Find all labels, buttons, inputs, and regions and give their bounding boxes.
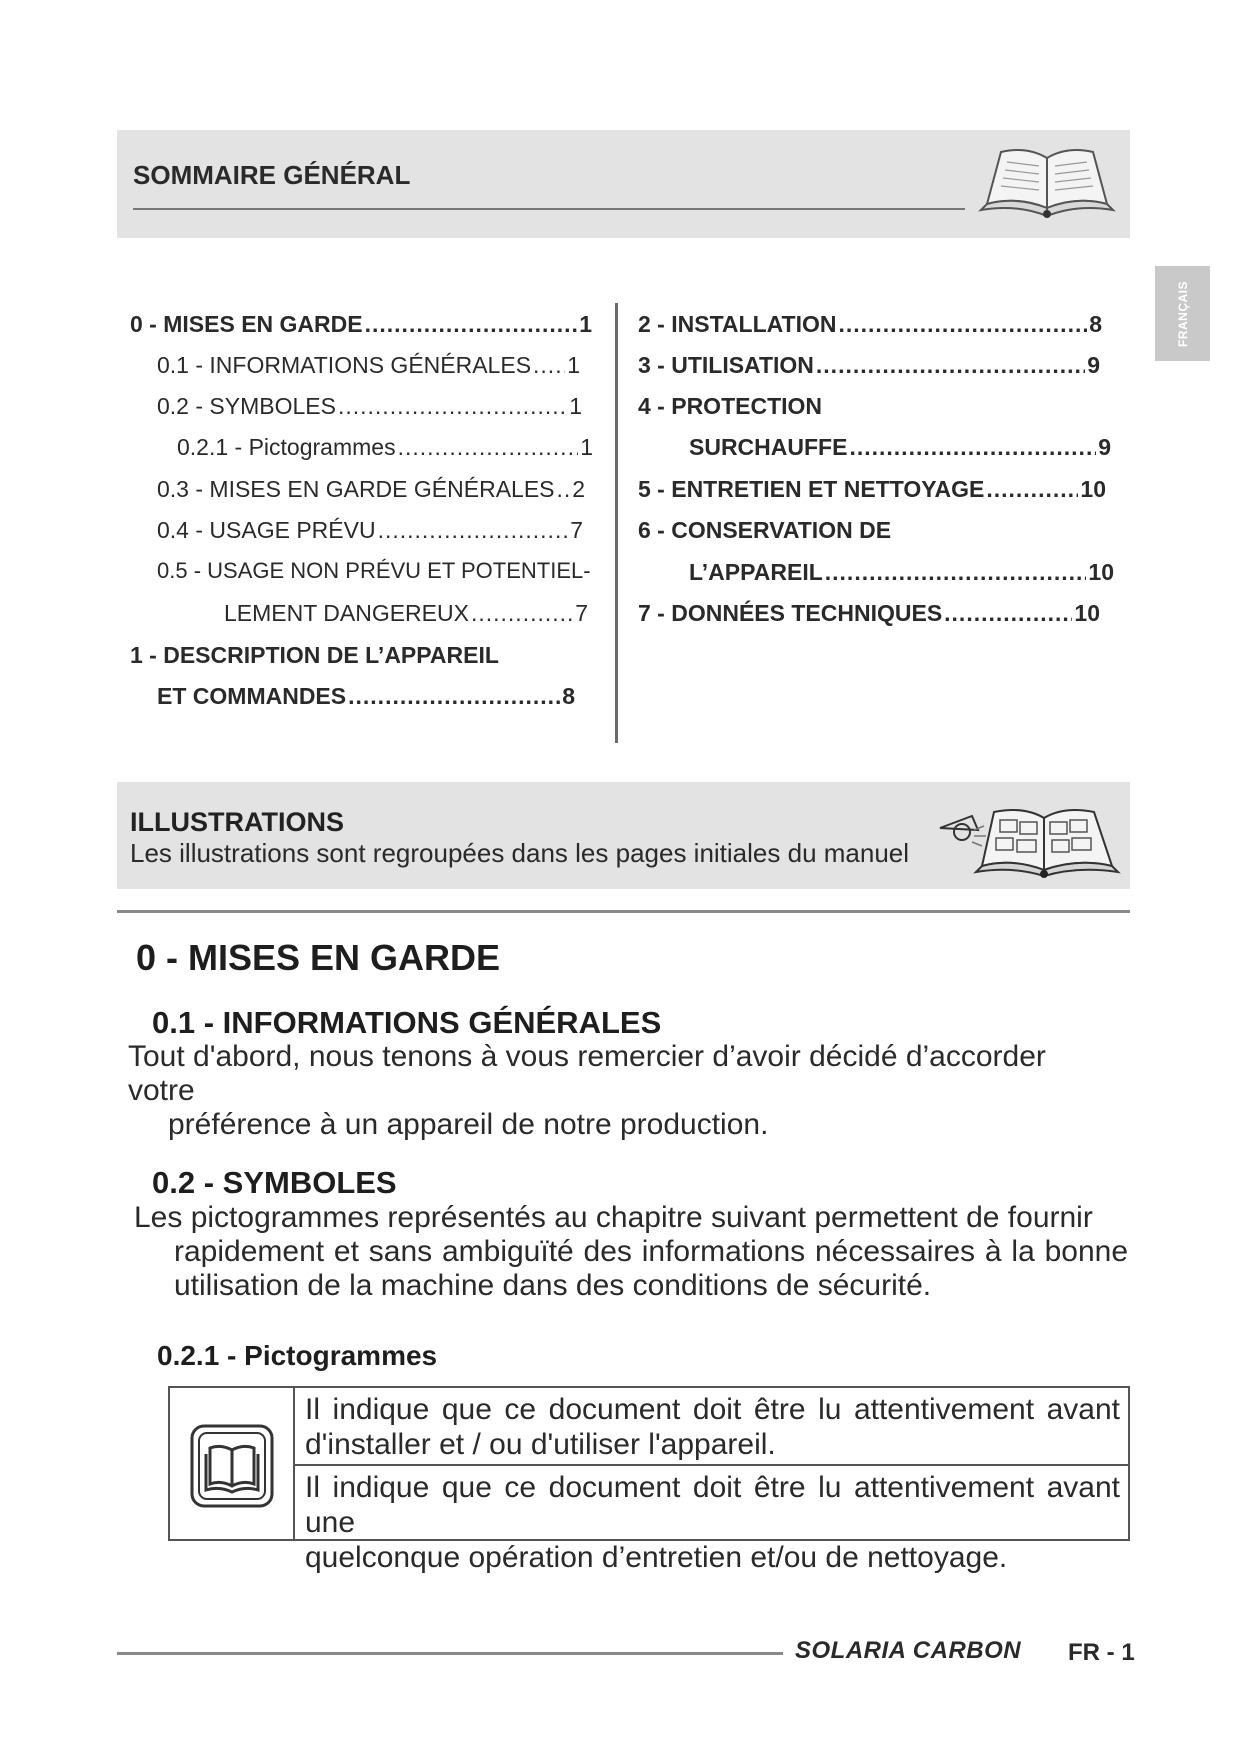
toc-entry-4[interactable]: SURCHAUFFE ..... 9 [689,434,1111,461]
open-book-icon [977,142,1117,222]
read-manual-icon [190,1424,274,1508]
pictogram-row-1 [295,1388,1128,1466]
paragraph-line: Les pictogrammes représentés au chapitre suivant permettent de fournir [134,1201,1093,1234]
toc-entry-0-2-1[interactable]: 0.2.1 - Pictogrammes ..... 1 [177,434,593,461]
section-0-2-title: 0.2 - SYMBOLES [152,1165,397,1200]
section-0-1-paragraph [128,1040,1118,1142]
illustrations-band [117,782,1130,889]
illustrations-title: ILLUSTRATIONS [130,807,344,837]
language-tab-label: FRANÇAIS [1175,280,1190,347]
toc-entry-3[interactable]: 3 - UTILISATION ..... 9 [638,352,1100,379]
toc-title: SOMMAIRE GÉNÉRAL [133,160,411,190]
toc-entry-1-line1[interactable]: 1 - DESCRIPTION DE L’APPAREIL [130,642,499,668]
toc-entry-1[interactable]: ET COMMANDES ..... 8 [157,683,575,710]
section-0-2-paragraph [134,1201,1128,1303]
illustrated-book-icon [932,800,1122,880]
section-divider [117,910,1130,913]
section-0-title: 0 - MISES EN GARDE [136,937,501,978]
toc-entry-4-line1[interactable]: 4 - PROTECTION [638,393,823,419]
toc-column-divider [615,303,618,743]
row-line: quelconque opération d’entretien et/ou de nettoyage. [305,1541,1008,1574]
row-line: Il indique que ce document doit être lu attentivement avant [305,1393,1120,1426]
row-line: d'installer et / ou d'utiliser l'appareil. [305,1428,776,1461]
toc-entry-0[interactable]: 0 - MISES EN GARDE ..... 1 [130,311,592,338]
pictogram-row-2 [295,1466,1128,1574]
pictogram-cell [170,1388,295,1539]
paragraph-line: préférence à un appareil de notre production. [168,1108,769,1141]
language-tab[interactable] [1155,266,1210,361]
footer-rule [117,1652,783,1655]
toc-entry-7[interactable]: 7 - DONNÉES TECHNIQUES ..... 10 [638,600,1100,627]
pictogram-row-2-text [305,1470,1120,1575]
toc-entry-6-line1[interactable]: 6 - CONSERVATION DE [638,517,892,543]
toc-entry-2[interactable]: 2 - INSTALLATION ..... 8 [638,311,1102,338]
toc-entry-6[interactable]: L’APPAREIL ..... 10 [689,559,1114,586]
toc-title-underline [133,208,965,210]
section-0-1-title: 0.1 - INFORMATIONS GÉNÉRALES [152,1005,662,1040]
paragraph-line: Tout d'abord, nous tenons à vous remercier d’avoir décidé d’accorder votre [128,1040,1046,1107]
toc-entry-0-5[interactable]: LEMENT DANGEREUX ..... 7 [224,600,588,627]
toc-entry-0-5-line1[interactable]: 0.5 - USAGE NON PRÉVU ET POTENTIEL- [157,558,591,583]
toc-entry-5[interactable]: 5 - ENTRETIEN ET NETTOYAGE ..... 10 [638,476,1106,503]
toc-entry-0-2[interactable]: 0.2 - SYMBOLES ..... 1 [157,393,582,420]
pictogram-table [168,1386,1130,1574]
toc-entry-0-3[interactable]: 0.3 - MISES EN GARDE GÉNÉRALES ..... 2 [157,476,585,503]
toc-entry-0-4[interactable]: 0.4 - USAGE PRÉVU ..... 7 [157,517,583,544]
toc-header-band [117,130,1130,238]
illustrations-text: Les illustrations sont regroupées dans les pages initiales du manuel [130,838,910,868]
footer-brand: SOLARIA CARBON [795,1637,1022,1664]
section-0-2-1-title: 0.2.1 - Pictogrammes [157,1340,438,1371]
footer-page-number: FR - 1 [1068,1639,1135,1666]
paragraph-line: utilisation de la machine dans des conditions de sécurité. [174,1269,932,1302]
row-line: Il indique que ce document doit être lu attentivement avant une [305,1471,1120,1539]
paragraph-line: rapidement et sans ambiguïté des informations nécessaires à la bonne [174,1235,1128,1268]
toc-entry-0-1[interactable]: 0.1 - INFORMATIONS GÉNÉRALES ..... 1 [157,352,580,379]
pictogram-row-1-text [305,1392,1120,1462]
